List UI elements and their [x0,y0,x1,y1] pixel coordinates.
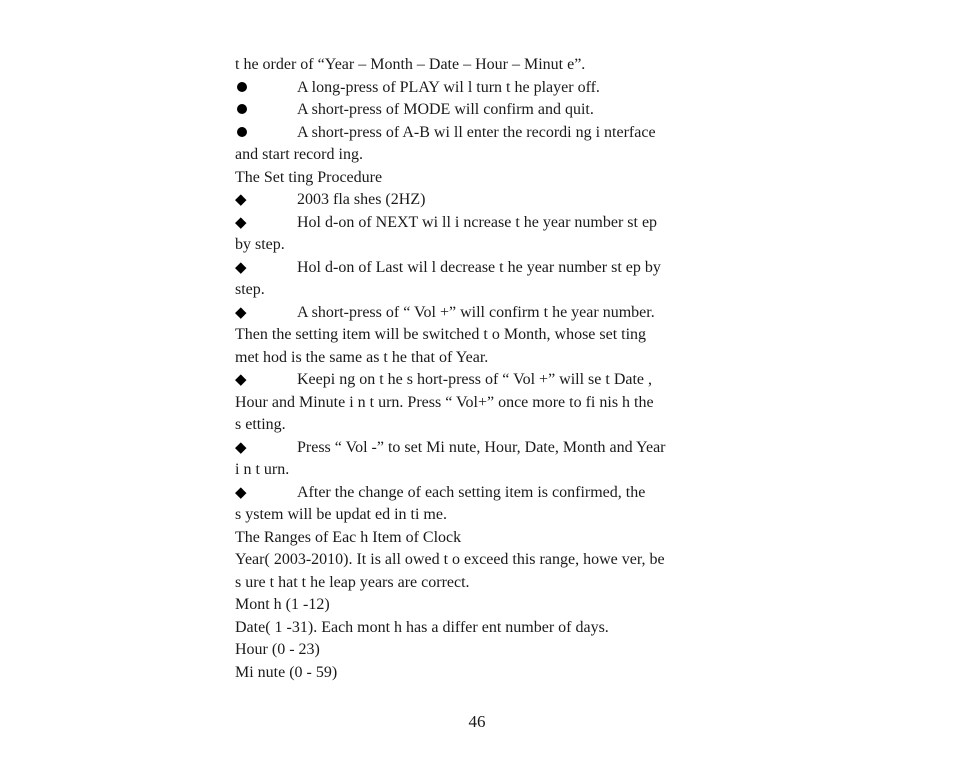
list-item-continuation: Then the setting item will be switched t o Month, whose set ting [235,326,647,343]
list-item-continuation: step. [235,281,265,298]
diamond-bullet-icon: ◆ [235,484,247,501]
diamond-bullet-list [235,189,725,527]
manual-page-body [235,54,725,684]
list-item-continuation: s ystem will be updat ed in ti me. [235,506,447,523]
ranges-list [235,549,725,684]
diamond-bullet-icon: ◆ [235,192,247,208]
diamond-bullet-icon: ◆ [235,372,247,388]
intro-line: t he order of “Year – Month – Date – Hour – Minut e”. [235,56,586,73]
filled-circle-bullet-icon [237,82,247,92]
list-item: A long-press of PLAY wil l turn t he player off. [235,77,725,100]
range-line: Mont h (1 -12) [235,596,330,613]
list-item-continuation: Hour and Minute i n t urn. Press “ Vol+” once more to fi nis h the [235,393,654,411]
list-item-continuation: i n t urn. [235,461,290,478]
range-line: s ure t hat t he leap years are correct. [235,573,470,591]
ranges-heading: The Ranges of Eac h Item of Clock [235,528,462,546]
list-item: A short-press of MODE will confirm and quit. [235,99,725,122]
range-line: Date( 1 -31). Each mont h has a differ ent number of days. [235,618,609,636]
diamond-bullet-icon: ◆ [235,439,247,456]
dot-bullet-list [235,77,725,167]
list-item: ◆ 2003 fla shes (2HZ) [235,189,725,212]
diamond-bullet-icon: ◆ [235,304,247,321]
list-item: ◆ After the change of each setting item is confirmed, the [235,482,725,505]
diamond-bullet-icon: ◆ [235,214,247,231]
diamond-bullet-icon: ◆ [235,259,247,276]
filled-circle-bullet-icon [237,104,247,114]
procedure-heading: The Set ting Procedure [235,168,383,186]
filled-circle-bullet-icon [237,127,247,137]
range-line: Hour (0 - 23) [235,641,320,658]
list-item: A short-press of A-B wi ll enter the recordi ng i nterface [235,122,725,145]
range-line: Mi nute (0 - 59) [235,663,338,681]
list-item-continuation: s etting. [235,416,286,433]
list-item: ◆ Press “ Vol -” to set Mi nute, Hour, Date, Month and Year [235,437,725,460]
list-item-continuation: by step. [235,236,285,253]
list-item-continuation: and start record ing. [235,146,363,163]
list-item-continuation: met hod is the same as t he that of Year. [235,348,489,366]
list-item: ◆ Hol d-on of NEXT wi ll i ncrease t he year number st ep [235,212,725,235]
list-item: ◆ Hol d-on of Last wil l decrease t he year number st ep by [235,257,725,280]
list-item: ◆ A short-press of “ Vol +” will confirm t he year number. [235,302,725,325]
list-item: ◆ Keepi ng on t he s hort-press of “ Vol +” will se t Date , [235,369,725,392]
range-line: Year( 2003-2010). It is all owed t o exceed this range, howe ver, be [235,551,665,568]
page-number: 46 [468,712,486,731]
